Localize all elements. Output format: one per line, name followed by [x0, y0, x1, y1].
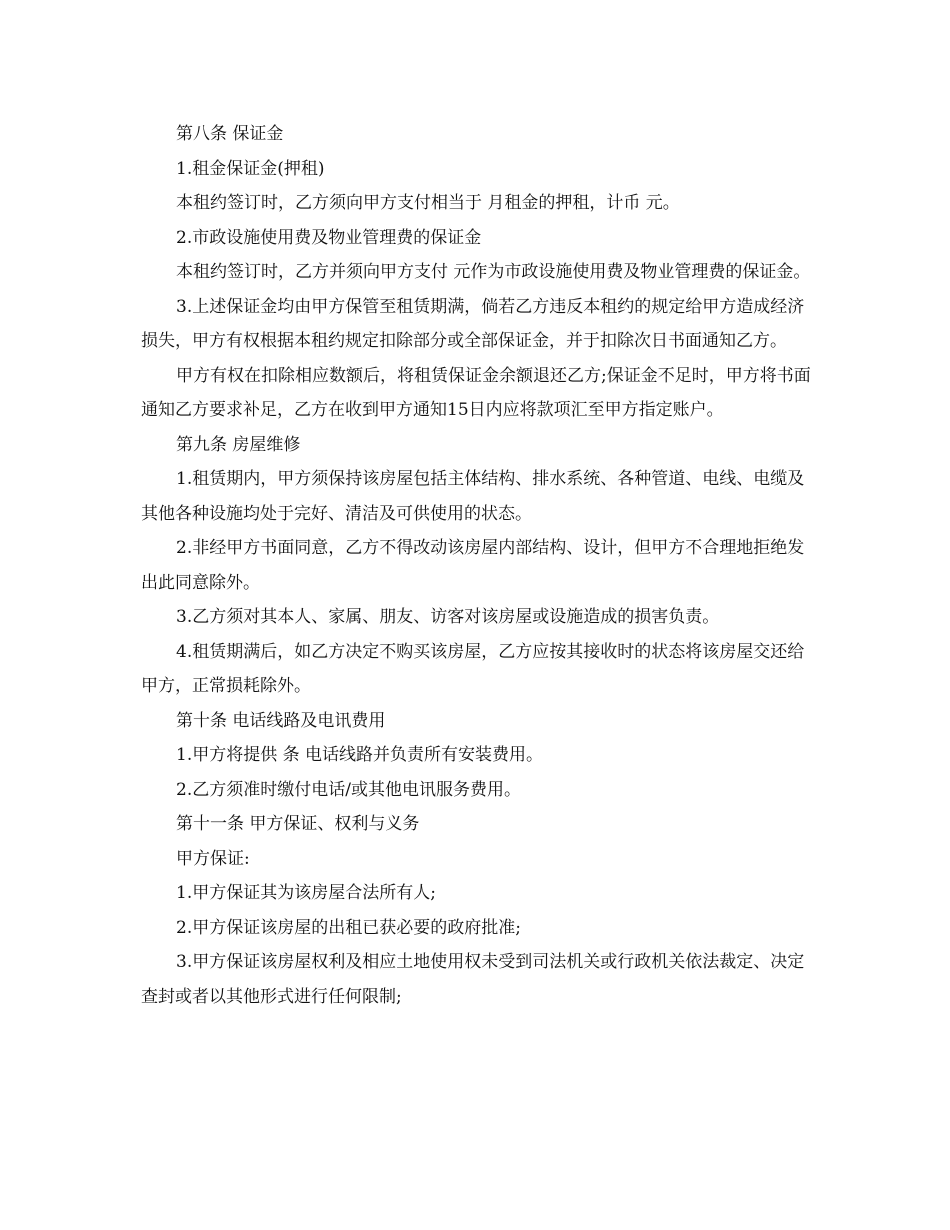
article-10-heading: 第十条 电话线路及电讯费用	[176, 710, 386, 731]
paragraph: 2.甲方保证该房屋的出租已获必要的政府批准;	[176, 917, 521, 938]
article-8-heading: 第八条 保证金	[176, 124, 284, 144]
paragraph: 本租约签订时，乙方须向甲方支付相当于 月租金的押租，计币 元。	[176, 193, 680, 213]
paragraph: 3.乙方须对其本人、家属、朋友、访客对该房屋或设施造成的损害负责。	[176, 607, 720, 627]
paragraph: 4.租赁期满后，如乙方决定不购买该房屋，乙方应按其接收时的状态将该房屋交还给甲方，正常损耗除外。	[141, 641, 805, 696]
paragraph: 2.非经甲方书面同意，乙方不得改动该房屋内部结构、设计，但甲方不合理地拒绝发出此同意除外。	[141, 538, 805, 593]
paragraph: 甲方保证:	[176, 848, 250, 869]
article-9-heading: 第九条 房屋维修	[176, 434, 301, 455]
paragraph: 甲方有权在扣除相应数额后，将租赁保证金余额退还乙方;保证金不足时，甲方将书面通知乙方要求补足，乙方在收到甲方通知15日内应将款项汇至甲方指定账户。	[141, 365, 811, 420]
paragraph: 2.市政设施使用费及物业管理费的保证金	[176, 227, 482, 248]
paragraph: 3.甲方保证该房屋权利及相应土地使用权未受到司法机关或行政机关依法裁定、决定查封或者以其他形式进行任何限制;	[141, 952, 805, 1007]
article-11-heading: 第十一条 甲方保证、权利与义务	[176, 814, 420, 834]
paragraph: 1.租金保证金(押租)	[176, 158, 325, 179]
document-body	[141, 117, 821, 1014]
paragraph: 3.上述保证金均由甲方保管至租赁期满，倘若乙方违反本租约的规定给甲方造成经济损失，甲方有权根据本租约规定扣除部分或全部保证金，并于扣除次日书面通知乙方。	[141, 296, 805, 351]
paragraph: 1.租赁期内，甲方须保持该房屋包括主体结构、排水系统、各种管道、电线、电缆及其他各种设施均处于完好、清洁及可供使用的状态。	[141, 469, 805, 524]
paragraph: 1.甲方保证其为该房屋合法所有人;	[176, 883, 436, 903]
paragraph: 1.甲方将提供 条 电话线路并负责所有安装费用。	[176, 745, 544, 765]
paragraph: 本租约签订时，乙方并须向甲方支付 元作为市政设施使用费及物业管理费的保证金。	[176, 262, 811, 282]
paragraph: 2.乙方须准时缴付电话/或其他电讯服务费用。	[176, 779, 521, 800]
